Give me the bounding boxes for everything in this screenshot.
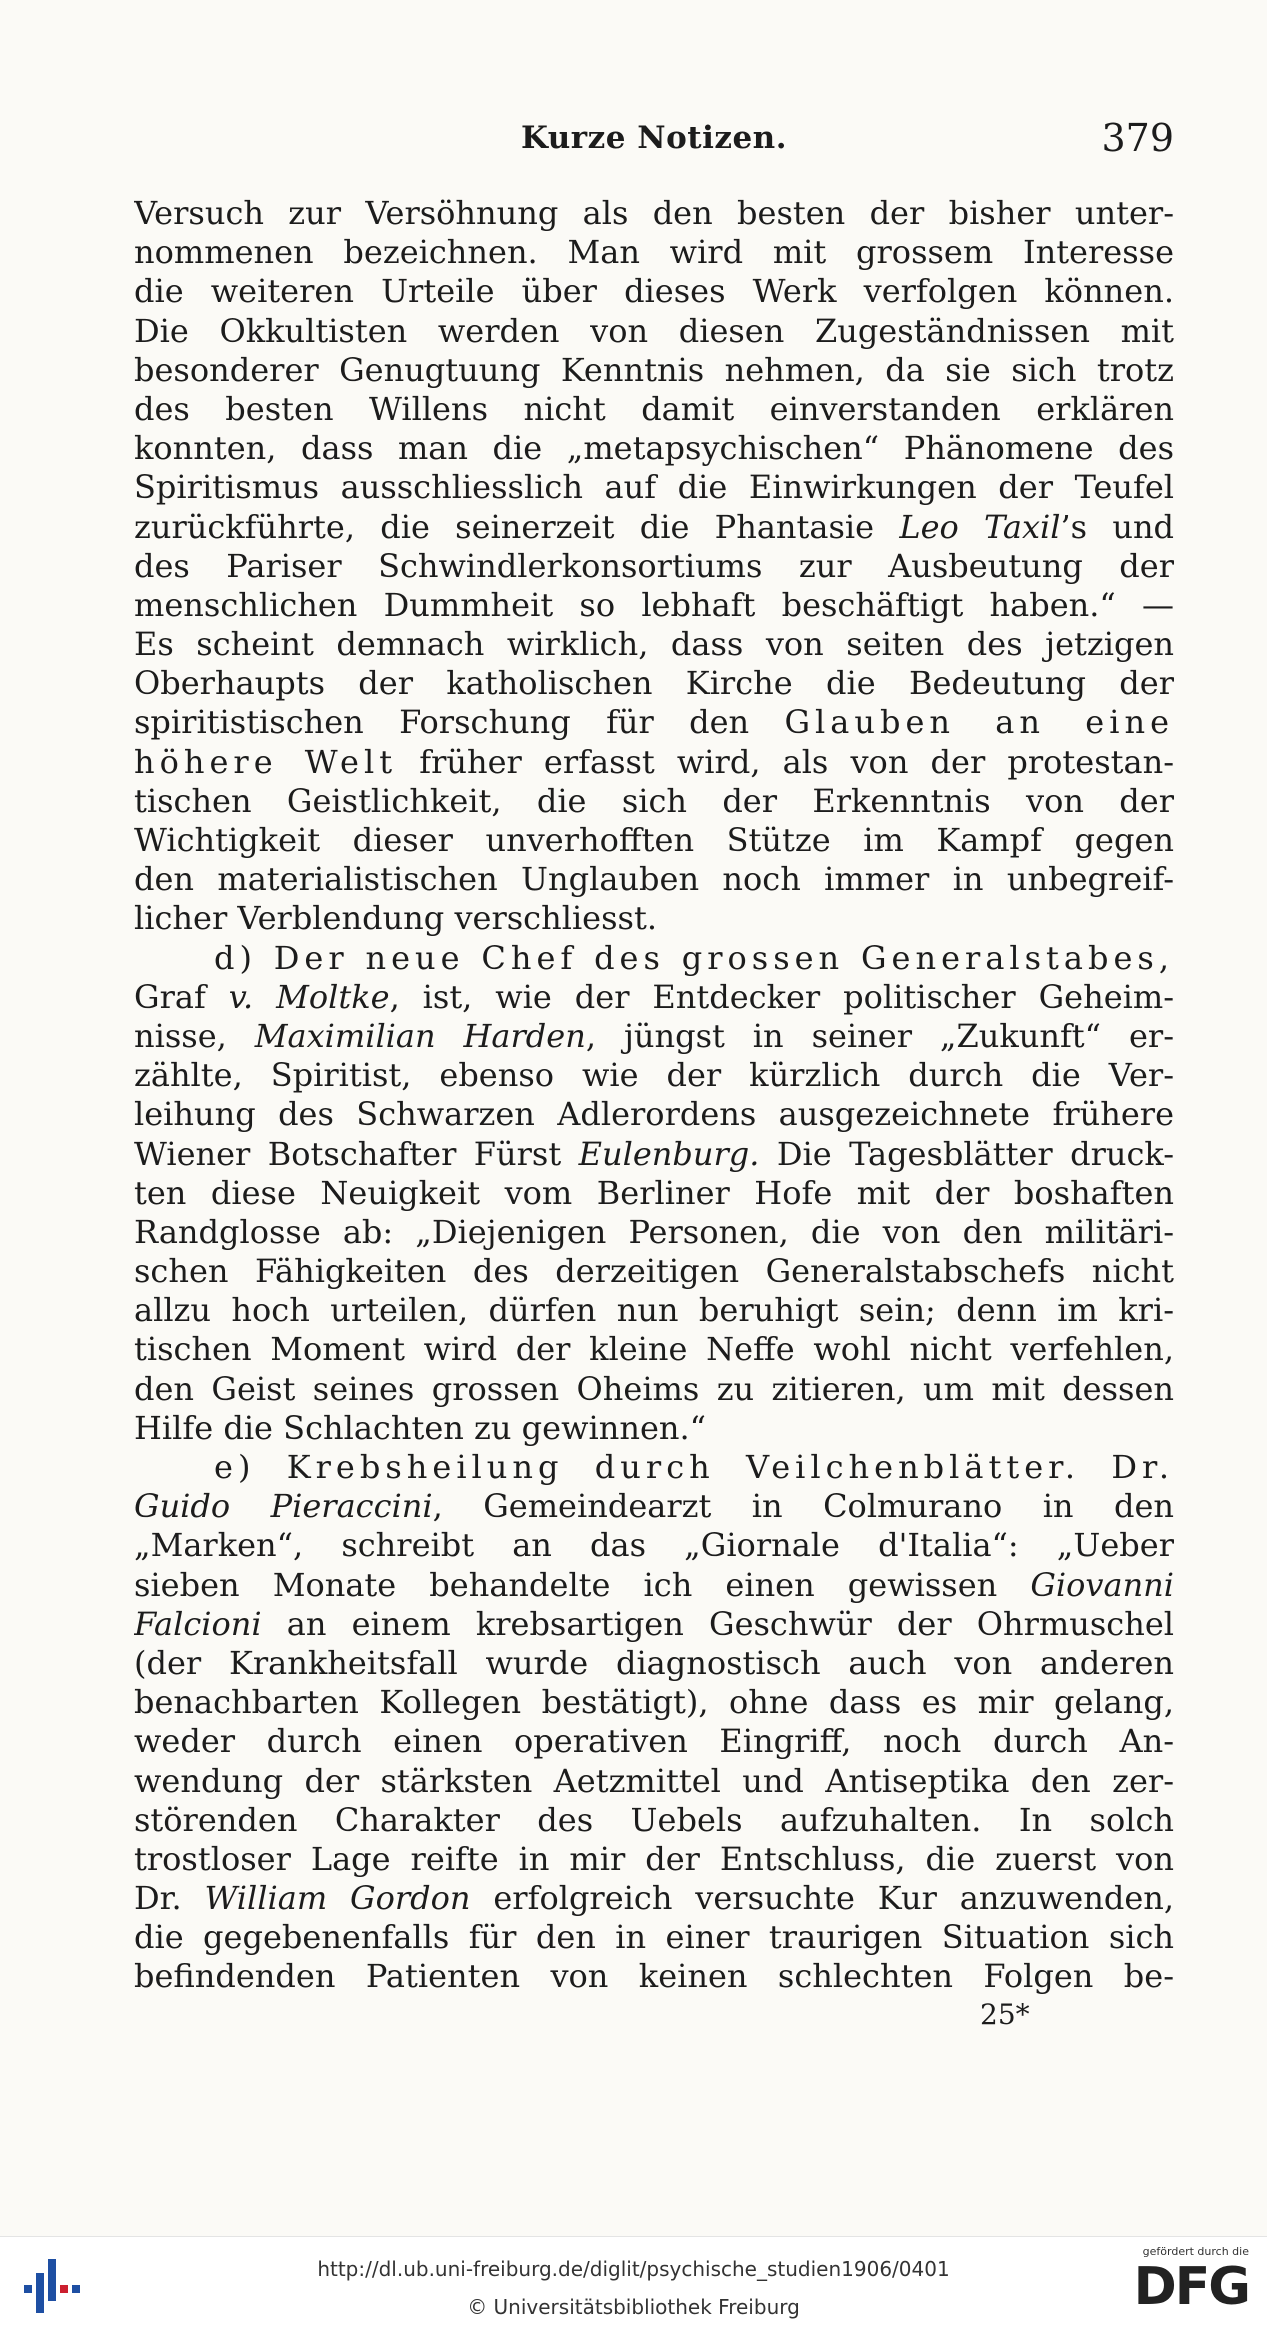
text-line: Randglosse ab: „Diejenigen Personen, die von den militäri- (134, 1212, 1174, 1251)
spaced-text: Glauben an eine (784, 703, 1174, 742)
text-run: früher erfasst wird, als von der protestan- (419, 742, 1174, 781)
text-line: nommenen bezeichnen. Man wird mit grossem Interesse (134, 233, 1174, 272)
text-line: Es scheint demnach wirklich, dass von seiten des jetzigen (134, 625, 1174, 664)
name-harden: Maximilian Harden (254, 1016, 586, 1055)
text-line: des Pariser Schwindlerkonsortiums zur Ausbeutung der (134, 546, 1174, 585)
text-line (134, 1487, 1174, 1526)
text-line: Wichtigkeit dieser unverhofften Stütze im Kampf gegen (134, 821, 1174, 859)
text-run: Graf (134, 977, 206, 1016)
dfg-logo (1109, 2245, 1249, 2325)
text-line: tischen Geistlichkeit, die sich der Erkenntnis von der (134, 781, 1174, 820)
text-line: allzu hoch urteilen, dürfen nun beruhigt sein; denn im kri- (134, 1291, 1174, 1330)
text-line: menschlichen Dummheit so lebhaft beschäftigt haben.“ — (134, 585, 1174, 624)
viewer-footer (0, 2236, 1267, 2331)
body-text (134, 194, 1174, 1997)
name-moltke: v. Moltke (228, 977, 390, 1016)
copyright-text: © Universitätsbibliothek Freiburg (467, 2295, 800, 2319)
text-line: die weiteren Urteile über dieses Werk verfolgen können. (134, 272, 1174, 311)
name-eulenburg: Eulenburg. (578, 1134, 760, 1173)
text-run: , jüngst in seiner „Zukunft“ er- (585, 1016, 1174, 1055)
text-line (134, 1017, 1174, 1056)
text-run: nisse, (134, 1016, 227, 1055)
text-line (134, 743, 1174, 782)
name-leo-taxil: Leo Taxil (899, 507, 1061, 546)
text-run: sieben Monate behandelte ich einen gewissen (134, 1565, 998, 1604)
text-line: den materialistischen Unglauben noch immer in unbegreif- (134, 860, 1174, 899)
text-line: Versuch zur Versöhnung als den besten der bisher unter- (134, 194, 1174, 232)
text-line (134, 1566, 1174, 1605)
text-run: ’s und (1060, 507, 1174, 546)
text-line (134, 1135, 1174, 1174)
text-line (134, 1879, 1174, 1918)
dfg-logo-text: DFG (1133, 2257, 1249, 2317)
text-run: spiritistischen Forschung für den (134, 703, 750, 742)
text-line (134, 978, 1174, 1017)
text-line (134, 508, 1174, 547)
text-line: zählte, Spiritist, ebenso wie der kürzlich durch die Ver- (134, 1056, 1174, 1095)
text-line (134, 1605, 1174, 1644)
text-line: tischen Moment wird der kleine Neffe wohl nicht verfehlen, (134, 1330, 1174, 1369)
text-line: licher Verblendung verschliesst. (134, 899, 657, 938)
text-line: leihung des Schwarzen Adlerordens ausgezeichnete frühere (134, 1095, 1174, 1134)
text-line: Die Okkultisten werden von diesen Zugeständnissen mit (134, 311, 1174, 350)
text-line: die gegebenenfalls für den in einer traurigen Situation sich (134, 1918, 1174, 1957)
text-line: trostloser Lage reifte in mir der Entschluss, die zuerst von (134, 1839, 1174, 1878)
text-run: an einem krebsartigen Geschwür der Ohrmuschel (286, 1604, 1174, 1643)
page-url-link[interactable]: http://dl.ub.uni-freiburg.de/diglit/psychische_studien1906/0401 (317, 2257, 950, 2281)
text-line: Spiritismus ausschliesslich auf die Einwirkungen der Teufel (134, 468, 1174, 507)
running-head-title: Kurze Notizen. (520, 120, 788, 156)
spaced-text: höhere Welt (134, 742, 398, 781)
name-william-gordon: William Gordon (204, 1879, 471, 1918)
text-line: wendung der stärksten Aetzmittel und Antiseptika den zer- (134, 1761, 1174, 1800)
text-line: (der Krankheitsfall wurde diagnostisch auch von anderen (134, 1643, 1174, 1682)
text-run: Die Tagesblätter druck- (776, 1134, 1174, 1173)
text-line: störenden Charakter des Uebels aufzuhalten. In solch (134, 1800, 1174, 1839)
signature-mark: 25* (980, 1998, 1030, 2031)
name-falcioni: Falcioni (134, 1604, 262, 1643)
text-run: erfolgreich versuchte Kur anzuwenden, (493, 1879, 1174, 1918)
section-d-heading-line: d) Der neue Chef des grossen Generalstabes, (214, 938, 1174, 977)
text-line: schen Fähigkeiten des derzeitigen Generalstabschefs nicht (134, 1252, 1174, 1291)
running-head (134, 114, 1174, 164)
text-line: weder durch einen operativen Eingriff, noch durch An- (134, 1722, 1174, 1761)
name-pieraccini: Guido Pieraccini (134, 1487, 433, 1526)
text-run: zurückführte, die seinerzeit die Phantasie (134, 507, 875, 546)
text-line: Oberhaupts der katholischen Kirche die Bedeutung der (134, 664, 1174, 703)
page-number: 379 (1101, 116, 1174, 160)
text-run: Wiener Botschafter Fürst (134, 1134, 562, 1173)
text-line: den Geist seines grossen Oheims zu zitieren, um mit dessen (134, 1369, 1174, 1408)
text-run: Dr. (134, 1879, 182, 1918)
text-line (134, 703, 1174, 742)
text-line: „Marken“, schreibt an das „Giornale d'Italia“: „Ueber (134, 1526, 1174, 1565)
text-line: befindenden Patienten von keinen schlechten Folgen be- (134, 1957, 1174, 1996)
text-line: besonderer Genugtuung Kenntnis nehmen, da sie sich trotz (134, 350, 1174, 389)
dfg-caption: gefördert durch die (1142, 2245, 1249, 2258)
text-line: benachbarten Kollegen bestätigt), ohne dass es mir gelang, (134, 1683, 1174, 1722)
text-line: des besten Willens nicht damit einverstanden erklären (134, 389, 1174, 428)
text-run: , ist, wie der Entdecker politischer Geheim- (389, 977, 1174, 1016)
text-line: Hilfe die Schlachten zu gewinnen.“ (134, 1408, 707, 1447)
text-line: ten diese Neuigkeit vom Berliner Hofe mit der boshaften (134, 1173, 1174, 1212)
name-giovanni: Giovanni (1030, 1565, 1174, 1604)
section-e-heading-line: e) Krebsheilung durch Veilchenblätter. Dr. (214, 1448, 1174, 1486)
text-line: konnten, dass man die „metapsychischen“ Phänomene des (134, 429, 1174, 468)
text-run: , Gemeindearzt in Colmurano in den (432, 1487, 1174, 1526)
